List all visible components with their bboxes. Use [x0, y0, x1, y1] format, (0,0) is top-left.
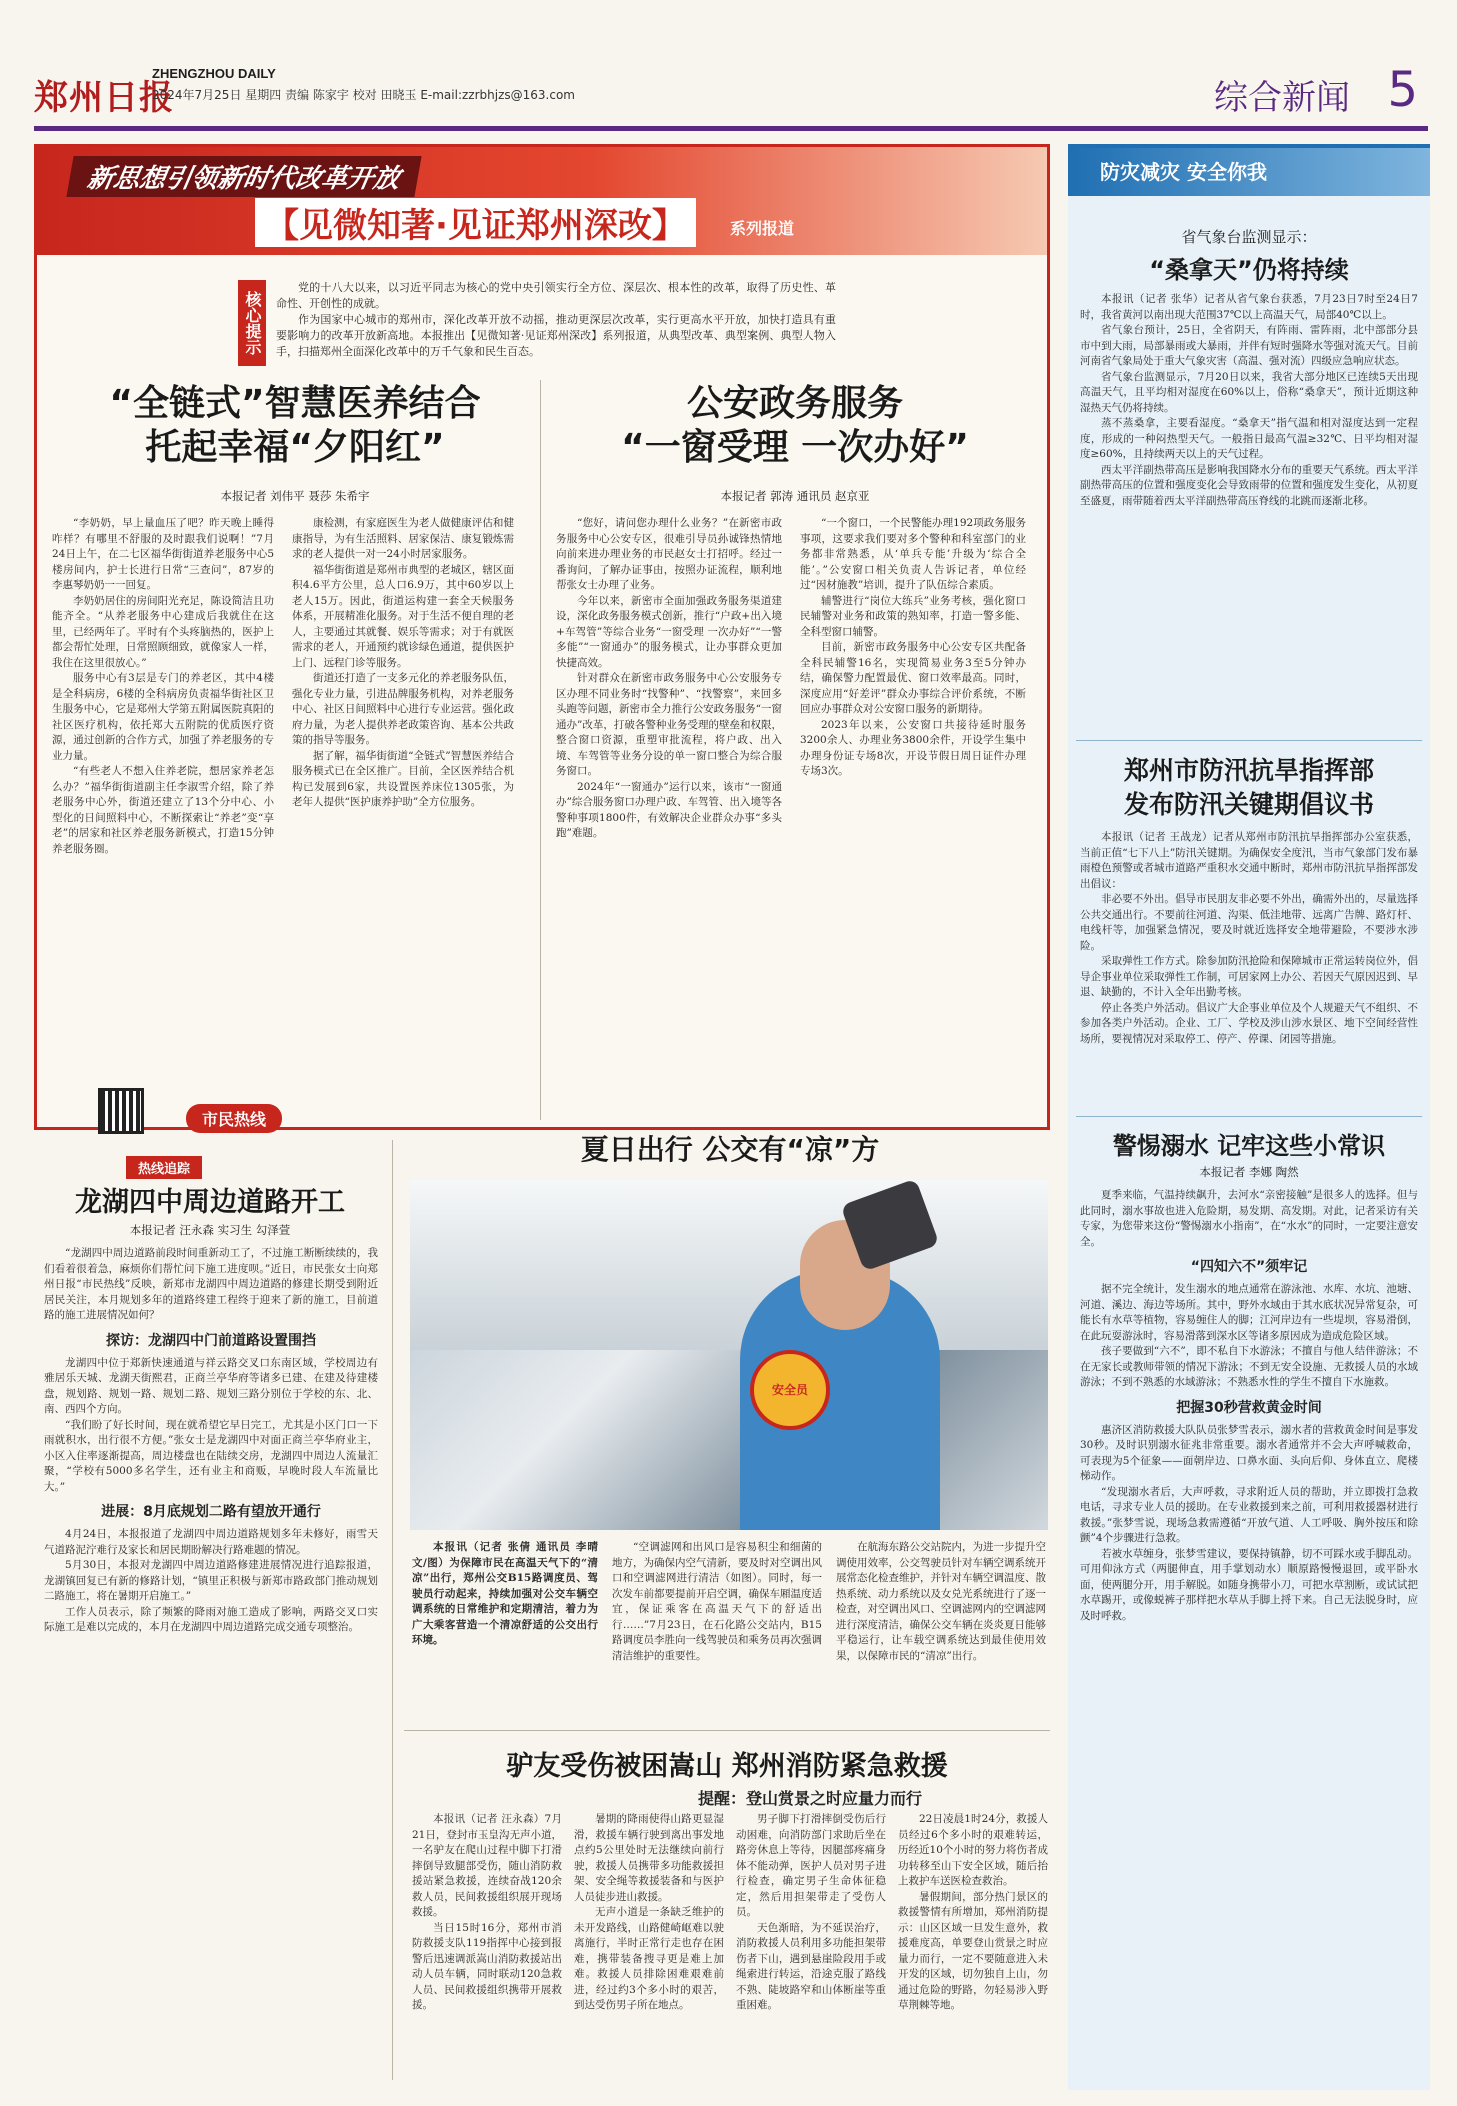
- article1-title-line2: 托起幸福“夕阳红”: [145, 427, 445, 468]
- core-tip-body: [276, 280, 836, 360]
- civic-subhead-2: 进展：8月底规划二路有望放开通行: [101, 1504, 321, 1520]
- right-rule-2: [1076, 1116, 1422, 1117]
- dateline: 2024年7月25日 星期四 责编 陈家宇 校对 田晓玉 E-mail:zzrbhjzs@163.com: [152, 88, 575, 102]
- article1-byline: 本报记者 刘伟平 聂莎 朱希宇: [220, 489, 370, 503]
- series-title: 【见微知著·见证郑州深改】: [255, 198, 696, 247]
- photo-para: 在航海东路公交站院内，为进一步提升空调使用效率，公交驾驶员针对车辆空调系统开展常态化检查维护，并针对车辆空调温度、散热系统、动力系统以及女兑光系统进行了逐一检查，对空调出风口、空调滤网内的空调滤网进行深度清洁，确保公交车辆在炎炎夏日能够平稳运行，让车载空调系统达到最佳使用效果，以保障市民的“清凉”出行。: [836, 1541, 1046, 1662]
- flood-title: [1076, 754, 1422, 822]
- rescue-rule: [404, 1730, 1050, 1731]
- flood-para: 停止各类户外活动。倡议广大企事业单位及个人规避天气不组织、不参加各类户外活动。企业、工厂、学校及涉山涉水景区、地下空间经营性场所，要视情况对采取停工、停产、停课、闭园等措施。: [1080, 1001, 1418, 1045]
- civic-title: 龙湖四中周边道路开工: [75, 1187, 345, 1218]
- article1-title-line1: “全链式”智慧医养结合: [109, 383, 481, 424]
- article2-para: 今年以来，新密市全面加强政务服务渠道建设，深化政务服务模式创新，推行“户政+出入境+车驾管”等综合业务“一窗受理 一次办好”“一警多能”“一窗通办”的服务模式，让办事群众更加快捷高效。: [556, 594, 782, 669]
- masthead-logo: 郑州日报: [34, 78, 174, 118]
- article2-title-line1: 公安政务服务: [686, 383, 903, 424]
- drowning-para: “发现溺水者后，大声呼救，寻求附近人员的帮助，并立即拨打急救电话，寻求专业人员的援助。在专业救援到来之前，可利用救援器材进行救援。”张梦雪说，现场急救需遵循“开放气道、人工呼吸、胸外按压和除颤”4个步骤进行急救。: [1080, 1485, 1418, 1544]
- article1-col2: [292, 516, 514, 811]
- article2-title: [560, 382, 1030, 470]
- rescue-para: 本报讯（记者 汪永森）7月21日，登封市玉皇沟无声小道，一名驴友在爬山过程中脚下打滑摔倒导致腿部受伤，随山消防救援站紧急救援，连续奋战120余救人员，民间救援组织展开现场救援。: [412, 1813, 562, 1918]
- article1-para: 李奶奶居住的房间阳光充足，陈设简洁且功能齐全。“从养老服务中心建成后我就住在这里，已经两年了。平时有个头疼脑热的，医护上都会帮忙处理，日常照顾细致，就像家人一样，我住在这里很放心。”: [52, 594, 274, 669]
- photo-col2: [612, 1540, 822, 1664]
- rescue-title: 驴友受伤被困嵩山 郑州消防紧急救援: [506, 1751, 948, 1782]
- article2-para: 辅警进行“岗位大练兵”业务考核，强化窗口民辅警对业务和政策的熟知率，打造一警多能、全科型窗口辅警。: [800, 594, 1026, 638]
- core-tip-para: 作为国家中心城市的郑州市，深化改革开放不动摇，推动更深层次改革，实行更高水平开放，加快打造具有重要影响力的改革开放新高地。本报推出【见微知著·见证郑州深改】系列报道，从典型改革、典型案例、典型人物入手，扫描郑州全面深化改革中的万千气象和民生百态。: [276, 313, 836, 358]
- civic-label: 市民热线: [186, 1104, 282, 1133]
- weather-para: 西太平洋副热带高压是影响我国降水分布的重要天气系统。西太平洋副热带高压的位置和强度变化会导致雨带的位置和强度发生变化，从初夏至盛夏，雨带随着西太平洋副热带高压脊线的北跳而逐渐北移。: [1080, 463, 1418, 507]
- civic-para: 5月30日，本报对龙湖四中周边道路修建进展情况进行追踪报道，龙湖镇回复已有新的修路计划，“镇里正积极与新郑市路政部门推动规划二路施工，将在暑期开启施工。”: [44, 1559, 378, 1602]
- civic-byline: 本报记者 汪永森 实习生 勾泽萱: [129, 1223, 291, 1237]
- drowning-byline: 本报记者 李娜 陶然: [1199, 1165, 1299, 1179]
- right-rule-1: [1076, 740, 1422, 741]
- civic-para: 工作人员表示，除了频繁的降雨对施工造成了影响，两路交叉口实际施工是难以完成的，本月在龙湖四中周边道路完成交通专项整治。: [44, 1605, 378, 1633]
- photo-title: 夏日出行 公交有“凉”方: [580, 1133, 880, 1166]
- safety-badge: [750, 1350, 830, 1430]
- right-box-title: 防灾减灾 安全你我: [1100, 160, 1267, 184]
- article1-para: 康检测，有家庭医生为老人做健康评估和健康指导，为有生活照料、居家保洁、康复锻炼需求的老人提供一对一24小时居家服务。: [292, 517, 514, 560]
- weather-para: 蒸不蒸桑拿，主要看湿度。“桑拿天”指气温和相对湿度达到一定程度，形成的一种闷热型天气。一般指日最高气温≥32℃、日平均相对湿度≥60%，且持续两天以上的天气过程。: [1080, 417, 1418, 460]
- article1-para: “李奶奶，早上量血压了吧？昨天晚上睡得咋样？有哪里不舒服的及时跟我们说啊！”7月24日上午，在二七区福华街街道养老服务中心5楼房间内，护士长进行日常“三查问”，87岁的李惠琴奶奶一一回复。: [52, 517, 274, 591]
- weather-para: 本报讯（记者 张华）记者从省气象台获悉，7月23日7时至24日7时，我省黄河以南出现大范围37℃以上高温天气，局部40℃以上。: [1080, 293, 1418, 321]
- page-number: 5: [1387, 62, 1418, 118]
- article2-para: 目前，新密市政务服务中心公安专区共配备全科民辅警16名，实现简易业务3至5分钟办结，确保警力配置最优、窗口效率最高。同时，深度应用“好差评”群众办事综合评价系统，不断回应办事群众对公安窗口服务的新期待。: [800, 641, 1026, 715]
- english-title: ZHENGZHOU DAILY: [152, 66, 276, 81]
- article2-para: “您好，请问您办理什么业务？”在新密市政务服务中心公安专区，很难引导员孙诚锋热情地向前来进办理业务的市民赵女士打招呼。经过一番询问，了解办证事由，按照办证流程，顺利地帮张女士办理了业务。: [556, 517, 782, 591]
- civic-para: “龙湖四中周边道路前段时间重新动工了，不过施工断断续续的，我们看着很着急，麻烦你们帮忙问下施工进度呗。”近日，市民张女士向郑州日报“市民热线”反映，新郑市龙湖四中周边道路的修建长期受到附近居民关注，本月规划多年的道路终建工程终于迎来了新的施工，目前道路的施工进展情况如何？: [44, 1247, 378, 1321]
- article2-para: 2024年“一窗通办”运行以来，该市“一窗通办”综合服务窗口办理户政、车驾管、出入境等各警种事项1800件，有效解决企业群众办事“多头跑”难题。: [556, 780, 782, 839]
- article1-para: 福华街街道是郑州市典型的老城区，辖区面积4.6平方公里，总人口6.9万，其中60岁以上老人15万。因此，街道运构建一套全天候服务体系，开展精准化服务。对于生活不便自理的老人，主要通过其就餐、娱乐等需求；对于有就医需求的老人，开通预约就诊绿色通道，提供医护上门、远程门诊等服务。: [292, 563, 514, 669]
- qr-code: [98, 1088, 144, 1134]
- flood-para: 本报讯（记者 王战龙）记者从郑州市防汛抗旱指挥部办公室获悉，当前正值“七下八上”防汛关键期。为确保安全度汛，当市气象部门发布暴雨橙色预警或者城市道路严重积水交通中断时，郑州市防汛抗旱指挥部发出倡议：: [1080, 831, 1418, 890]
- article2-para: “一个窗口，一个民警能办理192项政务服务事项，这要求我们要对多个警种和科室部门的业务都非常熟悉，从‘单兵专能’升级为‘综合全能’。”公安窗口相关负责人告诉记者，单位经过“因材施教”培训，提升了队伍综合素质。: [800, 517, 1026, 591]
- drowning-subhead-2: 把握30秒营救黄金时间: [1176, 1399, 1322, 1416]
- drowning-para: 若被水草缠身，张梦雪建议，要保持镇静，切不可踩水或手脚乱动。可用仰泳方式（两腿伸直，用手掌划动水）顺原路慢慢退回，或平卧水面，使两腿分开，用手解脱。如随身携带小刀，可把水草割断，或试试把水草踢开，或像蜕裤子那样把水草从手脚上捋下来。自己无法脱身时，应及时呼救。: [1080, 1547, 1418, 1622]
- weather-pre: 省气象台监测显示：: [1181, 228, 1317, 246]
- core-tip-text: 核心提示: [243, 291, 262, 355]
- civic-para: 4月24日，本报报道了龙湖四中周边道路规划多年未修好，雨雪天气道路泥泞难行及家长和居民期盼解决行路难题的情况。: [44, 1528, 378, 1556]
- flood-body: [1080, 830, 1418, 1047]
- slogan: 新思想引领新时代改革开放: [66, 156, 421, 197]
- photo-col3: [836, 1540, 1046, 1664]
- weather-body: [1080, 292, 1418, 509]
- series-tag: 系列报道: [730, 219, 795, 238]
- drowning-para: 夏季来临，气温持续飙升，去河水“亲密接触”是很多人的选择。但与此同时，溺水事故也进入危险期，易发期、高发期。对此，记者采访有关专家，为您带来这份“警惕溺水小指南”，在“水水”的同时，一定要注意安全。: [1080, 1189, 1418, 1248]
- civic-para: 龙湖四中位于郑新快速通道与祥云路交叉口东南区域，学校周边有雅居乐天城、龙湖天街熙君，正商兰亭华府等诸多已建、在建及待建楼盘，规划路、规划一路、规划二路、规划三路分别位于学校的东、北、南、西四个方向。: [44, 1356, 378, 1415]
- core-tip-para: 党的十八大以来，以习近平同志为核心的党中央引领实行全方位、深层次、根本性的改革，取得了历史性、革命性、开创性的成就。: [276, 281, 836, 310]
- drowning-para: 据不完全统计，发生溺水的地点通常在游泳池、水库、水坑、池塘、河道、溪边、海边等场所。其中，野外水域由于其水底状况异常复杂，可能长有水草等植物，容易缠住人的脚；江河岸边有一些堤坝，容易滑倒，在此玩耍游泳时，容易滑落到深水区等诸多原因成为造成危险区域。: [1080, 1283, 1418, 1342]
- drowning-subhead-1: “四知六不”须牢记: [1190, 1259, 1308, 1275]
- rescue-para: 男子脚下打滑摔倒受伤后行动困难，向消防部门求助后坐在路旁休息上等待，因腿部疼痛身体不能动弹，医护人员对男子进行检查，确定男子生命体征稳定，然后用担架带走了受伤人员。: [736, 1813, 886, 1918]
- drowning-body: [1080, 1188, 1418, 1624]
- article1-para: 服务中心有3层是专门的养老区，其中4楼是全科病房，6楼的全科病房负责福华街社区卫生服务中心，它是郑州大学第五附属医院真阳的社区医疗机构，依托郑大五附院的优质医疗资源，通过创新的合作方式，加强了养老服务的专业力量。: [52, 672, 274, 762]
- article2-para: 2023年以来，公安窗口共接待延时服务3200余人、办理业务3800余件，开设学生集中办理身份证专场8次，开设节假日周日证件办理专场3次。: [800, 718, 1026, 777]
- article1-col1: [52, 516, 274, 857]
- page-header: [34, 62, 1428, 124]
- article1-title: [60, 382, 530, 470]
- article2-col2: [800, 516, 1026, 780]
- section-name: 综合新闻: [1214, 78, 1350, 118]
- flood-para: 非必要不外出。倡导市民朋友非必要不外出，确需外出的，尽量选择公共交通出行。不要前往河道、沟渠、低洼地带、远离广告牌、路灯杆、电线杆等，加强紧急情况，要及时就近选择安全地带避险，不要涉水涉险。: [1080, 893, 1418, 952]
- drowning-para: 孩子要做到“六不”，即不私自下水游泳；不擅自与他人结伴游泳；不在无家长或教师带领的情况下游泳；不到无安全设施、无救援人员的水域游泳；不到不熟悉的水域游泳；不熟悉水性的学生不擅自下水施救。: [1080, 1345, 1418, 1388]
- article1-para: “有些老人不想入住养老院，想居家养老怎么办？”福华街街道副主任李淑雪介绍，除了养老服务中心外，街道还建立了13个分中心、小型化的日间照料中心，不断探索让“养老”变“享老”的居家和社区养老服务新模式，打造15分钟养老服务圈。: [52, 765, 274, 855]
- flood-para: 采取弹性工作方式。除参加防汛抢险和保障城市正常运转岗位外，倡导企事业单位采取弹性工作制，可居家网上办公、若因天气原因迟到、早退、缺勤的，不计入全年出勤考核。: [1080, 955, 1418, 998]
- photo-caption-col: [412, 1540, 598, 1649]
- photo-para: “空调滤网和出风口是容易积尘和细菌的地方，为确保内空气清新，要及时对空调出风口和空调滤网进行清洁（如图）。同时，每一次发车前都要提前开启空调，确保车厢温度适宜，保证乘客在高温天气下的舒适出行……”7月23日，在石化路公交站内，B15路调度员李胜向一线驾驶员和乘务员再次强调清洁维护的重要性。: [612, 1541, 822, 1662]
- rescue-para: 22日凌晨1时24分，救援人员经过6个多小时的艰难转运，历经近10个小时的努力将伤者成功转移至山下安全区域，随后抬上救护车送医检查救治。: [898, 1813, 1048, 1887]
- article2-para: 针对群众在新密市政务服务中心公安服务专区办理不同业务时“找警种”、“找警察”，来回多头跑等问题，新密市全力推行公安政务服务“一窗通办”改革，打破各警种业务受理的壁垒和权限，整合窗口资源，重塑审批流程，将户政、出入境、车驾管等业务分设的单一窗口整合为综合服务窗口。: [556, 672, 782, 777]
- rescue-para: 暑期的降雨使得山路更显湿滑，救援车辆行驶到离出事发地点约5公里处时无法继续向前行驶，救援人员携带多功能救援担架、安全绳等救援装备和与医护人员徒步进山救援。: [574, 1813, 724, 1903]
- civic-body: [44, 1246, 378, 1636]
- drowning-para: 惠济区消防救援大队队员张梦雪表示，溺水者的营救黄金时间是事发30秒。及时识别溺水征兆非常重要。溺水者通常并不会大声呼喊救命，可表现为5个征象——面朝岸边、口鼻水面、头向后仰、身体直立、爬楼梯动作。: [1080, 1423, 1418, 1482]
- rescue-subtitle: 提醒：登山赏景之时应量力而行: [697, 1789, 922, 1808]
- rescue-para: 无声小道是一条缺乏维护的未开发路线，山路健崎岖难以驶离施行，半时正常行走也存在困难，携带装备搜寻更是难上加难。救援人员排除困难艰难前进，经过约3个多小时的艰苦，到达受伤男子所在地点。: [574, 1906, 724, 2011]
- article-divider: [540, 380, 541, 1120]
- flood-title-line1: 郑州市防汛抗旱指挥部: [1123, 756, 1374, 785]
- rescue-para: 天色渐暗，为不延误治疗，消防救援人员利用多功能担架带伤者下山，遇到悬崖险段用手或绳索进行转运，沿途克服了路线不熟、陡坡路窄和山体断崖等重重困难。: [736, 1921, 886, 2011]
- weather-title: “桑拿天”仍将持续: [1149, 256, 1349, 284]
- header-rule: [34, 126, 1428, 131]
- article1-para: 街道还打造了一支多元化的养老服务队伍，强化专业力量，引进品牌服务机构，对养老服务中心、社区日间照料中心进行专业运营。强化政府力量，为老人提供养老政策咨询、基本公共政策的指导等服务。: [292, 672, 514, 746]
- article2-col1: [556, 516, 782, 842]
- weather-para: 省气象台预计，25日，全省阴天，有阵雨、雷阵雨，北中部部分县市中到大雨，局部暴雨或大暴雨，并伴有短时强降水等强对流天气。目前河南省气象局处于重大气象灾害（高温、强对流）四级应急响应状态。: [1080, 324, 1418, 367]
- civic-subhead-1: 探访：龙湖四中门前道路设置围挡: [106, 1332, 316, 1349]
- civic-tag: 热线追踪: [126, 1156, 202, 1179]
- article1-para: 据了解，福华街街道“全链式”智慧医养结合服务模式已在全区推广。目前，全区医养结合机构已发展到6家，共设置医养床位1305张，为老年人提供“医护康养护助”全方位服务。: [292, 749, 514, 808]
- bus-window: [410, 1180, 1048, 1350]
- safety-badge-text: 安全员: [771, 1383, 808, 1397]
- civic-para: “我们盼了好长时间，现在就希望它早日完工，尤其是小区门口一下雨就积水，出行很不方便。”张女士是龙湖四中对面正商兰亭华府业主，小区入住率逐渐提高，周边楼盘也在陆续交房，龙湖四中周边人流量汇聚，“学校有5000多名学生，还有业主和商贩，早晚时段人车流量比大。”: [44, 1418, 378, 1493]
- rescue-col1: [412, 1812, 562, 2014]
- article2-title-line2: “一窗受理 一次办好”: [621, 427, 969, 468]
- rescue-col3: [736, 1812, 886, 2014]
- weather-para: 省气象台监测显示，7月20日以来，我省大部分地区已连续5天出现高温天气，且平均相对湿度在60%以上，俗称“桑拿天”，预计近期这种湿热天气仍将持续。: [1080, 370, 1418, 414]
- column-divider: [392, 1140, 393, 2080]
- drowning-title: 警惕溺水 记牢这些小常识: [1112, 1132, 1386, 1160]
- bus-photo: [410, 1180, 1048, 1530]
- article2-byline: 本报记者 郭涛 通讯员 赵京亚: [720, 489, 870, 503]
- rescue-col2: [574, 1812, 724, 2014]
- core-tip-label: [238, 280, 266, 366]
- rescue-col4: [898, 1812, 1048, 2014]
- photo-caption: 本报讯（记者 张倩 通讯员 李晴 文/图）为保障市民在高温天气下的“清凉”出行，郑州公交B15路调度员、驾驶员行动起来，持续加强对公交车辆空调系统的日常维护和定期清洁，着力为广大乘客营造一个清凉舒适的公交出行环境。: [412, 1541, 598, 1646]
- rescue-para: 当日15时16分，郑州市消防救援支队119指挥中心接到报警后迅速调派嵩山消防救援站出动人员车辆，同时联动120急救人员、民间救援组织携带开展救援。: [412, 1921, 562, 2011]
- flood-title-line2: 发布防汛关键期倡议书: [1123, 790, 1374, 819]
- rescue-para: 暑假期间，部分热门景区的救援警情有所增加，郑州消防提示：山区区域一旦发生意外，救援难度高，单要登山赏景之时应量力而行，一定不要随意进入未开发的区域，切勿独自上山，勿通过危险的野路，勿轻易涉入野草荆棘等地。: [898, 1890, 1048, 2011]
